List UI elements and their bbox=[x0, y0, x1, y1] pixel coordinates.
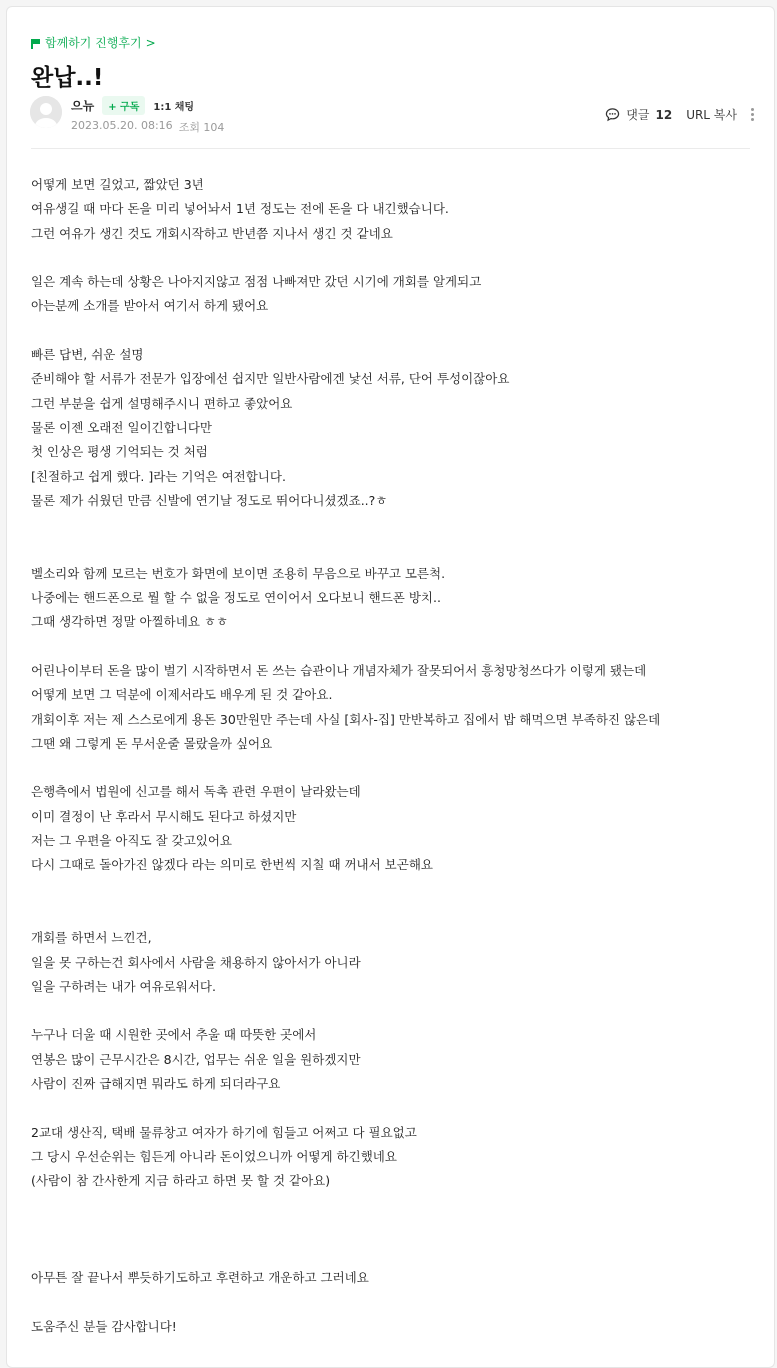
body-line: 준비해야 할 서류가 전문가 입장에선 쉽지만 일반사람에겐 낯선 서류, 단어 투성이잖아요 bbox=[31, 371, 510, 387]
body-line: 그런 부분을 쉽게 설명해주시니 편하고 좋았어요 bbox=[31, 395, 293, 411]
body-line: (사람이 참 간사한게 지금 하라고 하면 못 할 것 같아요) bbox=[31, 1173, 331, 1189]
board-breadcrumb[interactable] bbox=[31, 34, 156, 51]
body-line bbox=[31, 537, 751, 561]
body-line: 그땐 왜 그렇게 돈 무서운줄 몰랐을까 싶어요 bbox=[31, 735, 273, 751]
comment-label: 댓글 bbox=[626, 108, 650, 122]
comment-button[interactable] bbox=[605, 106, 672, 123]
post-date: 2023.05.20. 08:16 bbox=[71, 119, 173, 132]
body-line: 연봉은 많이 근무시간은 8시간, 업무는 쉬운 일을 원하겠지만 bbox=[31, 1051, 361, 1067]
body-line: 아는분께 소개를 받아서 여기서 하게 됐어요 bbox=[31, 298, 269, 314]
body-line bbox=[31, 878, 751, 902]
body-line: 그 당시 우선순위는 힘든게 아니라 돈이었으니까 어떻게 하긴했네요 bbox=[31, 1148, 397, 1164]
body-line: [친절하고 쉽게 했다. ]라는 기억은 여전합니다. bbox=[31, 468, 286, 484]
author-row bbox=[71, 96, 194, 115]
body-line bbox=[31, 1193, 751, 1217]
body-line: 물론 이젠 오래전 일이긴합니다만 bbox=[31, 419, 212, 435]
board-name[interactable]: 함께하기 진행후기 bbox=[45, 36, 142, 50]
body-line bbox=[31, 999, 751, 1023]
body-line bbox=[31, 319, 751, 343]
post-meta bbox=[71, 119, 224, 135]
header-divider bbox=[31, 148, 750, 149]
body-line: 빠른 답변, 쉬운 설명 bbox=[31, 347, 144, 363]
comment-count: 12 bbox=[655, 107, 673, 122]
body-line: 사람이 진짜 급해지면 뭐라도 하게 되더라구요 bbox=[31, 1075, 281, 1091]
body-line: 나중에는 핸드폰으로 뭘 할 수 없을 정도로 연이어서 오다보니 핸드폰 방치.. bbox=[31, 590, 441, 606]
body-line: 누구나 더울 때 시원한 곳에서 추울 때 따뜻한 곳에서 bbox=[31, 1027, 317, 1043]
body-line bbox=[31, 513, 751, 537]
post-tools bbox=[605, 106, 754, 123]
body-line: 그때 생각하면 정말 아찔하네요 ㅎㅎ bbox=[31, 614, 229, 630]
body-line: 이미 결정이 난 후라서 무시해도 된다고 하셨지만 bbox=[31, 808, 297, 824]
body-line: 여유생길 때 마다 돈을 미리 넣어놔서 1년 정도는 전에 돈을 다 내긴했습니다. bbox=[31, 201, 449, 217]
body-line: 일을 못 구하는건 회사에서 사람을 채용하지 않아서가 아니라 bbox=[31, 954, 361, 970]
chevron-right-icon: > bbox=[145, 35, 156, 50]
flag-icon bbox=[31, 39, 41, 47]
body-line: 그런 여유가 생긴 것도 개회시작하고 반년쯤 지나서 생긴 것 같네요 bbox=[31, 225, 393, 241]
body-line: 일은 계속 하는데 상황은 나아지지않고 점점 나빠져만 갔던 시기에 개회를 알게되고 bbox=[31, 274, 482, 290]
subscribe-button[interactable]: + 구독 bbox=[102, 96, 145, 115]
post-card bbox=[6, 6, 775, 1368]
body-line: 아무튼 잘 끝나서 뿌듯하기도하고 후련하고 개운하고 그러네요 bbox=[31, 1270, 369, 1286]
body-line: 개회이후 저는 제 스스로에게 용돈 30만원만 주는데 사실 [회사-집] 만반복하고 집에서 밥 해먹으면 부족하진 않은데 bbox=[31, 711, 661, 727]
author-name[interactable]: 으뉴 bbox=[71, 99, 95, 113]
chat-button[interactable]: 1:1 채팅 bbox=[153, 102, 195, 113]
avatar[interactable] bbox=[30, 96, 62, 128]
body-line: 도움주신 분들 감사합니다! bbox=[31, 1318, 177, 1334]
body-line: 어떻게 보면 길었고, 짧았던 3년 bbox=[31, 177, 204, 192]
body-line: 2교대 생산직, 택배 물류창고 여자가 하기에 힘들고 어쩌고 다 필요없고 bbox=[31, 1124, 417, 1140]
body-line: 은행측에서 법원에 신고를 해서 독촉 관련 우편이 날라왔는데 bbox=[31, 784, 361, 800]
body-line bbox=[31, 1291, 751, 1315]
body-line bbox=[31, 902, 751, 926]
body-line: 개회를 하면서 느낀건, bbox=[31, 930, 152, 946]
body-line bbox=[31, 756, 751, 780]
url-copy-button[interactable]: URL 복사 bbox=[686, 108, 737, 122]
body-line: 저는 그 우편을 아직도 잘 갖고있어요 bbox=[31, 833, 232, 849]
body-line: 다시 그때로 돌아가진 않겠다 라는 의미로 한번씩 지칠 때 꺼내서 보곤해요 bbox=[31, 857, 433, 873]
post-body bbox=[31, 173, 751, 1339]
body-line bbox=[31, 1242, 751, 1266]
more-options-icon[interactable] bbox=[751, 108, 754, 121]
body-line: 벨소리와 함께 모르는 번호가 화면에 보이면 조용히 무음으로 바꾸고 모른척. bbox=[31, 565, 446, 581]
body-line: 첫 인상은 평생 기억되는 것 처럼 bbox=[31, 444, 208, 460]
body-line: 일을 구하려는 내가 여유로워서다. bbox=[31, 978, 216, 994]
body-line bbox=[31, 246, 751, 270]
body-line: 어떻게 보면 그 덕분에 이제서라도 배우게 된 것 같아요. bbox=[31, 687, 333, 703]
body-line bbox=[31, 635, 751, 659]
comment-icon bbox=[605, 107, 620, 122]
body-line: 어린나이부터 돈을 많이 벌기 시작하면서 돈 쓰는 습관이나 개념자체가 잘못되어서 흥청망청쓰다가 이렇게 됐는데 bbox=[31, 662, 647, 678]
view-count: 조회 104 bbox=[178, 121, 225, 134]
body-line bbox=[31, 1096, 751, 1120]
default-avatar-icon bbox=[30, 96, 62, 128]
body-line: 물론 제가 쉬웠던 만큼 신발에 연기날 정도로 뛰어다니셨겠죠..?ㅎ bbox=[31, 492, 388, 508]
post-title: 완납..! bbox=[31, 65, 104, 91]
body-line bbox=[31, 1218, 751, 1242]
